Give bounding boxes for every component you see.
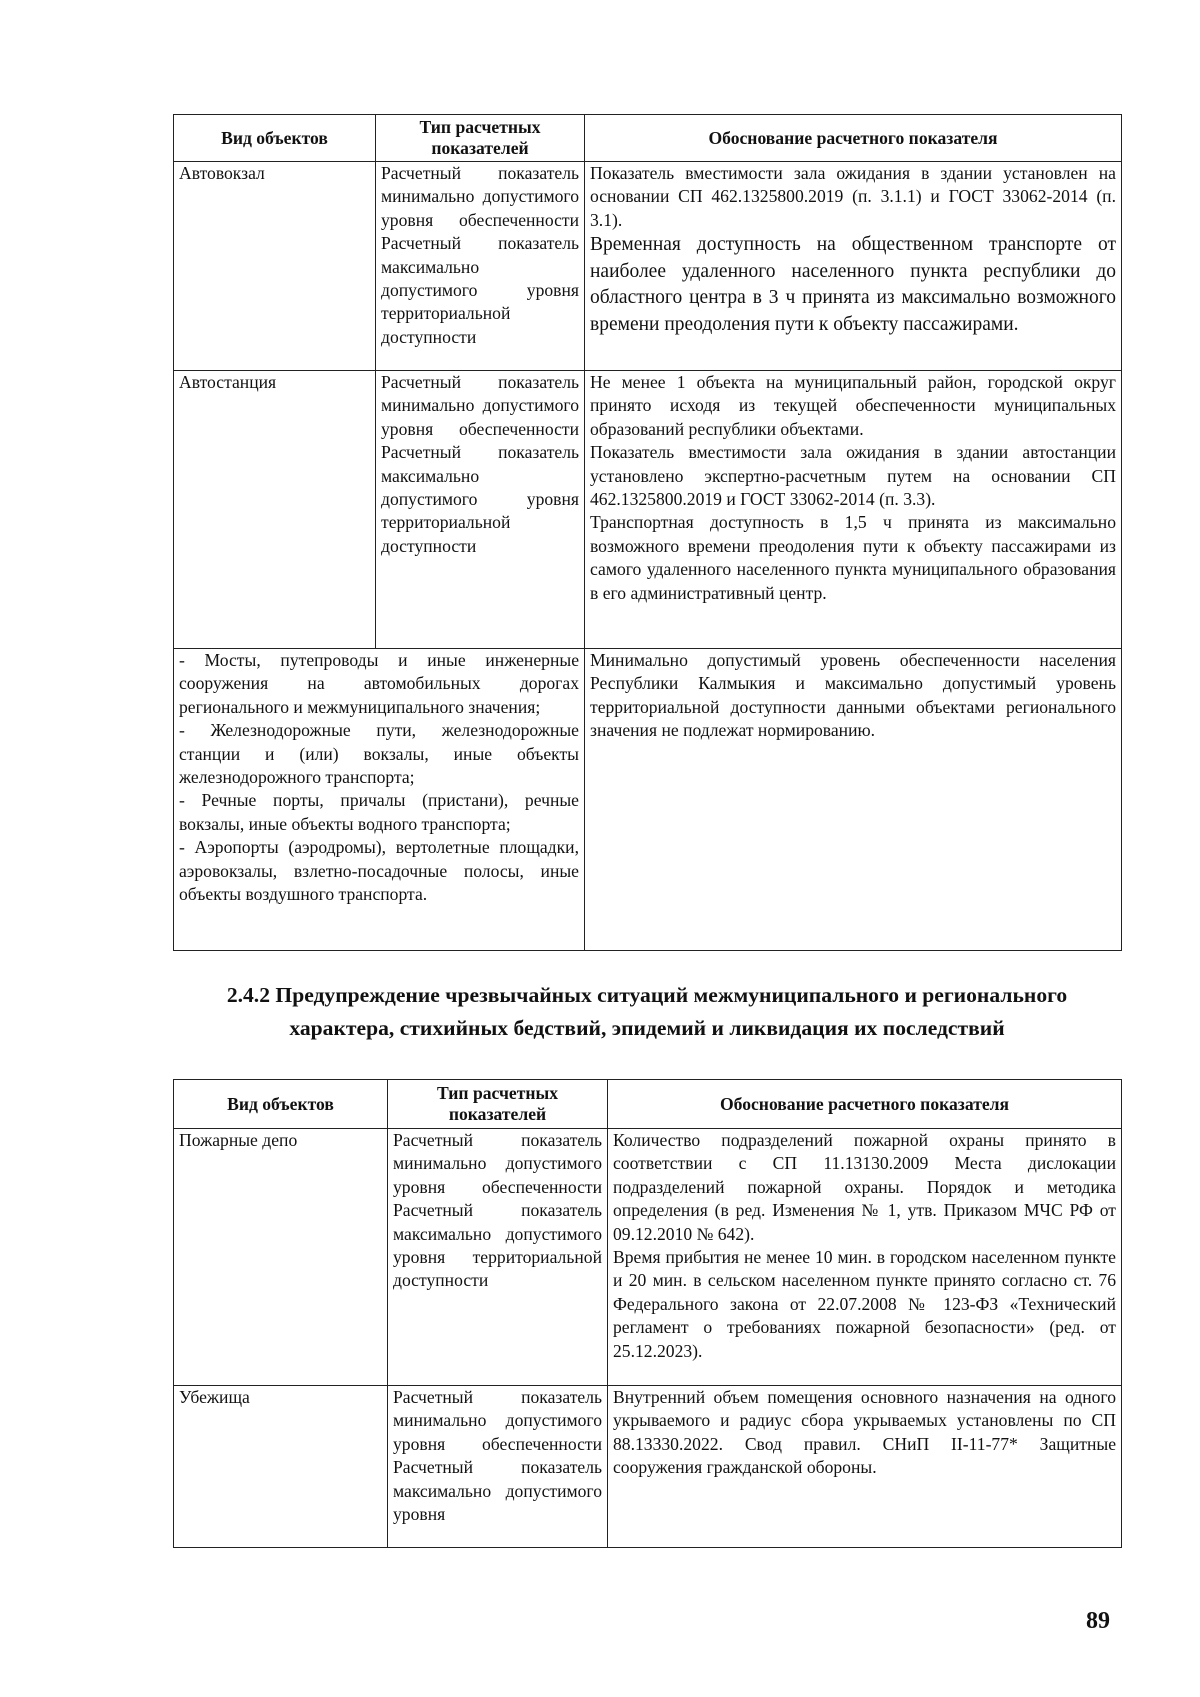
object-list-item: - Мосты, путепроводы и иные инженерные сооружения на автомобильных дорогах регионального и межмуниципального значения; <box>179 650 579 717</box>
indicator-type: Расчетный показатель минимально допустимого уровня обеспеченности Расчетный показатель максимально допустимого уровня территориальной доступности <box>388 1129 608 1386</box>
justification-cell <box>585 649 1122 951</box>
justification-cell <box>585 371 1122 649</box>
table-header-row <box>174 115 1122 162</box>
object-list-item: - Аэропорты (аэродромы), вертолетные площадки, аэровокзалы, взлетно-посадочные полосы, иные объекты воздушного транспорта. <box>179 837 579 905</box>
justification-paragraph: Показатель вместимости зала ожидания в здании автостанции установлено экспертно-расчетным путем на основании СП 462.1325800.2019 и ГОСТ 33062-2014 (п. 3.3). <box>590 442 1116 510</box>
justification-paragraph: Количество подразделений пожарной охраны принято в соответствии с СП 11.13130.2009 Места дислокации подразделений пожарной охраны. Порядок и методика определения (в ред. Изменения № 1, утв. Приказом МЧС РФ от 09.12.2010 № 642). <box>613 1130 1116 1244</box>
transport-objects-table <box>173 114 1122 951</box>
justification-cell <box>608 1386 1122 1548</box>
emergency-objects-table <box>173 1079 1122 1548</box>
justification-paragraph: Показатель вместимости зала ожидания в здании установлен на основании СП 462.1325800.2019 (п. 3.1.1) и ГОСТ 33062-2014 (п. 3.1). <box>590 163 1116 230</box>
justification-paragraph: Время прибытия не менее 10 мин. в городском населенном пункте и 20 мин. в сельском населенном пункте принято согласно ст. 76 Федерального закона от 22.07.2008 № 123-ФЗ «Технический регламент о требованиях пожарной безопасности» (ред. от 25.12.2023). <box>613 1247 1116 1361</box>
table-row <box>174 371 1122 649</box>
table-header-row <box>174 1080 1122 1129</box>
justification-cell <box>585 162 1122 371</box>
object-list-item: - Речные порты, причалы (пристани), речные вокзалы, иные объекты водного транспорта; <box>179 790 579 834</box>
header-object-type: Вид объектов <box>174 115 376 162</box>
justification-paragraph: Внутренний объем помещения основного назначения на одного укрываемого и радиус сбора укрываемых установлены по СП 88.13330.2022. Свод правил. СНиП II-11-77* Защитные сооружения гражданской обороны. <box>613 1387 1116 1478</box>
object-name: Автовокзал <box>174 162 376 371</box>
indicator-type: Расчетный показатель минимально допустимого уровня обеспеченности Расчетный показатель максимально допустимого уровня территориальной доступности <box>376 371 585 649</box>
justification-paragraph: Временная доступность на общественном транспорте от наиболее удаленного населенного пункта республики до областного центра в 3 ч принята из максимально возможного времени преодоления пути к объекту пассажирами. <box>590 234 1116 335</box>
table-row <box>174 1129 1122 1386</box>
table-row <box>174 162 1122 371</box>
justification-cell <box>608 1129 1122 1386</box>
object-name: Автостанция <box>174 371 376 649</box>
indicator-type: Расчетный показатель минимально допустимого уровня обеспеченности Расчетный показатель максимально допустимого уровня <box>388 1386 608 1548</box>
table-row <box>174 649 1122 951</box>
indicator-type: Расчетный показатель минимально допустимого уровня обеспеченности Расчетный показатель максимально допустимого уровня территориальной доступности <box>376 162 585 371</box>
header-object-type: Вид объектов <box>174 1080 388 1129</box>
header-justification: Обоснование расчетного показателя <box>585 115 1122 162</box>
justification-paragraph: Не менее 1 объекта на муниципальный район, городской округ принято исходя из текущей обеспеченности муниципальных образований республики объектами. <box>590 372 1116 439</box>
justification-paragraph: Минимально допустимый уровень обеспеченности населения Республики Калмыкия и максимально допустимый уровень территориальной доступности данными объектами регионального значения не подлежат нормированию. <box>590 650 1116 741</box>
header-justification: Обоснование расчетного показателя <box>608 1080 1122 1129</box>
header-indicator-type: Тип расчетных показателей <box>376 115 585 162</box>
table-row <box>174 1386 1122 1548</box>
object-list-cell <box>174 649 585 951</box>
page-number: 89 <box>1086 1608 1110 1634</box>
section-heading: 2.4.2 Предупреждение чрезвычайных ситуаций межмуниципального и регионального характера, стихийных бедствий, эпидемий и ликвидация их последствий <box>226 983 1068 1040</box>
object-list-item: - Железнодорожные пути, железнодорожные станции и (или) вокзалы, иные объекты железнодорожного транспорта; <box>179 720 579 788</box>
justification-paragraph: Транспортная доступность в 1,5 ч принята из максимально возможного времени преодоления пути к объекту пассажирами из самого удаленного населенного пункта муниципального образования в его административный центр. <box>590 512 1116 603</box>
object-name: Пожарные депо <box>174 1129 388 1386</box>
header-indicator-type: Тип расчетных показателей <box>388 1080 608 1129</box>
object-name: Убежища <box>174 1386 388 1548</box>
